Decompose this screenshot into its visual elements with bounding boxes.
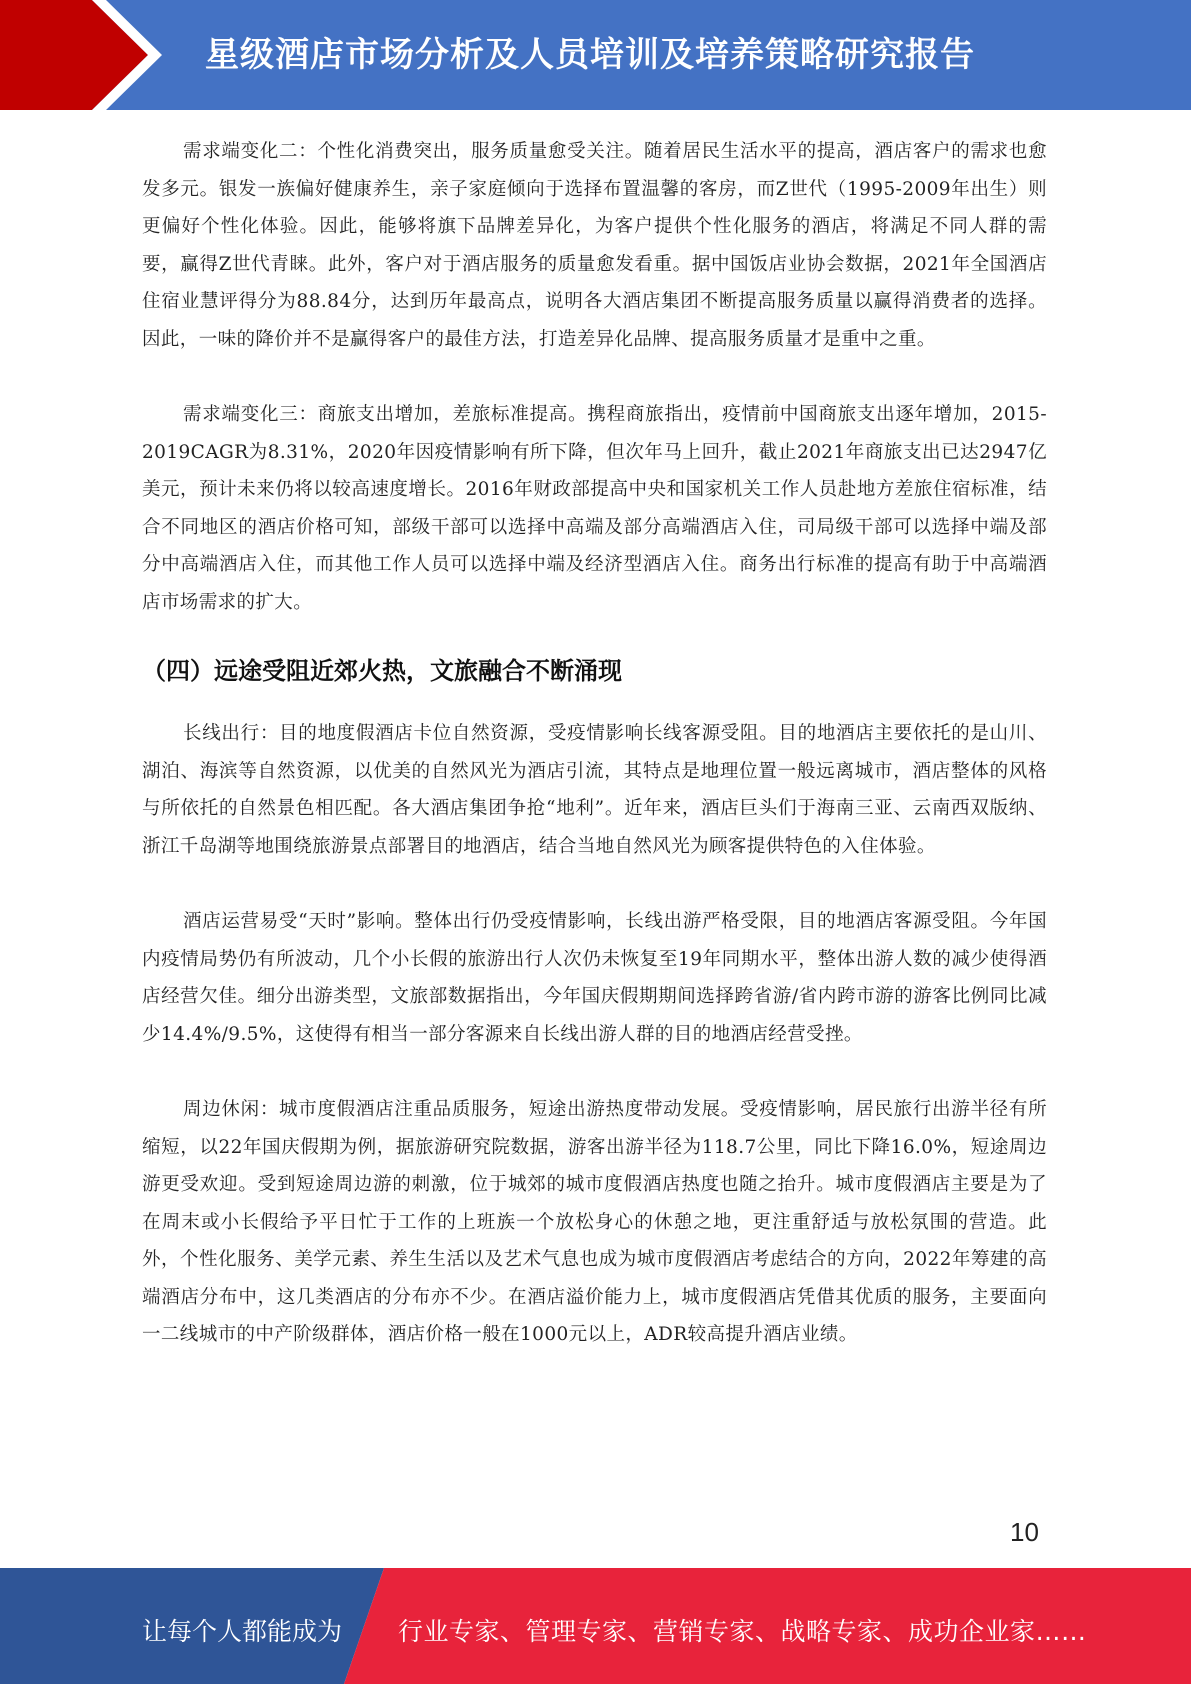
paragraph-demand-change-3: 需求端变化三：商旅支出增加，差旅标准提高。携程商旅指出，疫情前中国商旅支出逐年增加，2015-2019CAGR为8.31%，2020年因疫情影响有所下降，但次年马上回升，截止2021年商旅支出已达2947亿美元，预计未来仍将以较高速度增长。2016年财政部提高中央和国家机关工作人员赴地方差旅住宿标准，结合不同地区的酒店价格可知，部级干部可以选择中高端及部分高端酒店入住，司局级干部可以选择中端及部分中高端酒店入住，而其他工作人员可以选择中端及经济型酒店入住。商务出行标准的提高有助于中高端酒店市场需求的扩大。 xyxy=(142,404,1047,613)
page-number: 10 xyxy=(1010,1517,1039,1547)
paragraph-timing: 酒店运营易受“天时”影响。整体出行仍受疫情影响，长线出游严格受限，目的地酒店客源受阻。今年国内疫情局势仍有所波动，几个小长假的旅游出行人次仍未恢复至19年同期水平，整体出游人数的减少使得酒店经营欠佳。细分出游类型，文旅部数据指出，今年国庆假期期间选择跨省游/省内跨市游的游客比例同比减少14.4%/9.5%，这使得有相当一部分客源来自长线出游人群的目的地酒店经营受挫。 xyxy=(142,911,1047,1045)
section-heading: （四）远途受阻近郊火热，文旅融合不断涌现 xyxy=(142,657,622,685)
document-body xyxy=(142,133,1047,1354)
page-footer xyxy=(0,1568,1191,1684)
footer-slogan-right: 行业专家、管理专家、营销专家、战略专家、成功企业家…… xyxy=(398,1617,1087,1646)
report-title: 星级酒店市场分析及人员培训及培养策略研究报告 xyxy=(205,35,975,75)
paragraph-long-trip: 长线出行：目的地度假酒店卡位自然资源，受疫情影响长线客源受阻。目的地酒店主要依托的是山川、湖泊、海滨等自然资源，以优美的自然风光为酒店引流，其特点是地理位置一般远离城市，酒店整体的风格与所依托的自然景色相匹配。各大酒店集团争抢“地利”。近年来，酒店巨头们于海南三亚、云南西双版纳、浙江千岛湖等地围绕旅游景点部署目的地酒店，结合当地自然风光为顾客提供特色的入住体验。 xyxy=(142,723,1047,857)
paragraph-nearby-leisure: 周边休闲：城市度假酒店注重品质服务，短途出游热度带动发展。受疫情影响，居民旅行出游半径有所缩短，以22年国庆假期为例，据旅游研究院数据，游客出游半径为118.7公里，同比下降16.0%，短途周边游更受欢迎。受到短途周边游的刺激，位于城郊的城市度假酒店热度也随之抬升。城市度假酒店主要是为了在周末或小长假给予平日忙于工作的上班族一个放松身心的休憩之地，更注重舒适与放松氛围的营造。此外，个性化服务、美学元素、养生生活以及艺术气息也成为城市度假酒店考虑结合的方向，2022年筹建的高端酒店分布中，这几类酒店的分布亦不少。在酒店溢价能力上，城市度假酒店凭借其优质的服务，主要面向一二线城市的中产阶级群体，酒店价格一般在1000元以上，ADR较高提升酒店业绩。 xyxy=(142,1099,1047,1345)
page-header xyxy=(0,0,1191,110)
footer-slogan-left: 让每个人都能成为 xyxy=(142,1617,343,1646)
paragraph-demand-change-2: 需求端变化二：个性化消费突出，服务质量愈受关注。随着居民生活水平的提高，酒店客户的需求也愈发多元。银发一族偏好健康养生，亲子家庭倾向于选择布置温馨的客房，而Z世代（1995-2009年出生）则更偏好个性化体验。因此，能够将旗下品牌差异化，为客户提供个性化服务的酒店，将满足不同人群的需要，赢得Z世代青睐。此外，客户对于酒店服务的质量愈发看重。据中国饭店业协会数据，2021年全国酒店住宿业慧评得分为88.84分，达到历年最高点，说明各大酒店集团不断提高服务质量以赢得消费者的选择。因此，一味的降价并不是赢得客户的最佳方法，打造差异化品牌、提高服务质量才是重中之重。 xyxy=(142,141,1047,350)
